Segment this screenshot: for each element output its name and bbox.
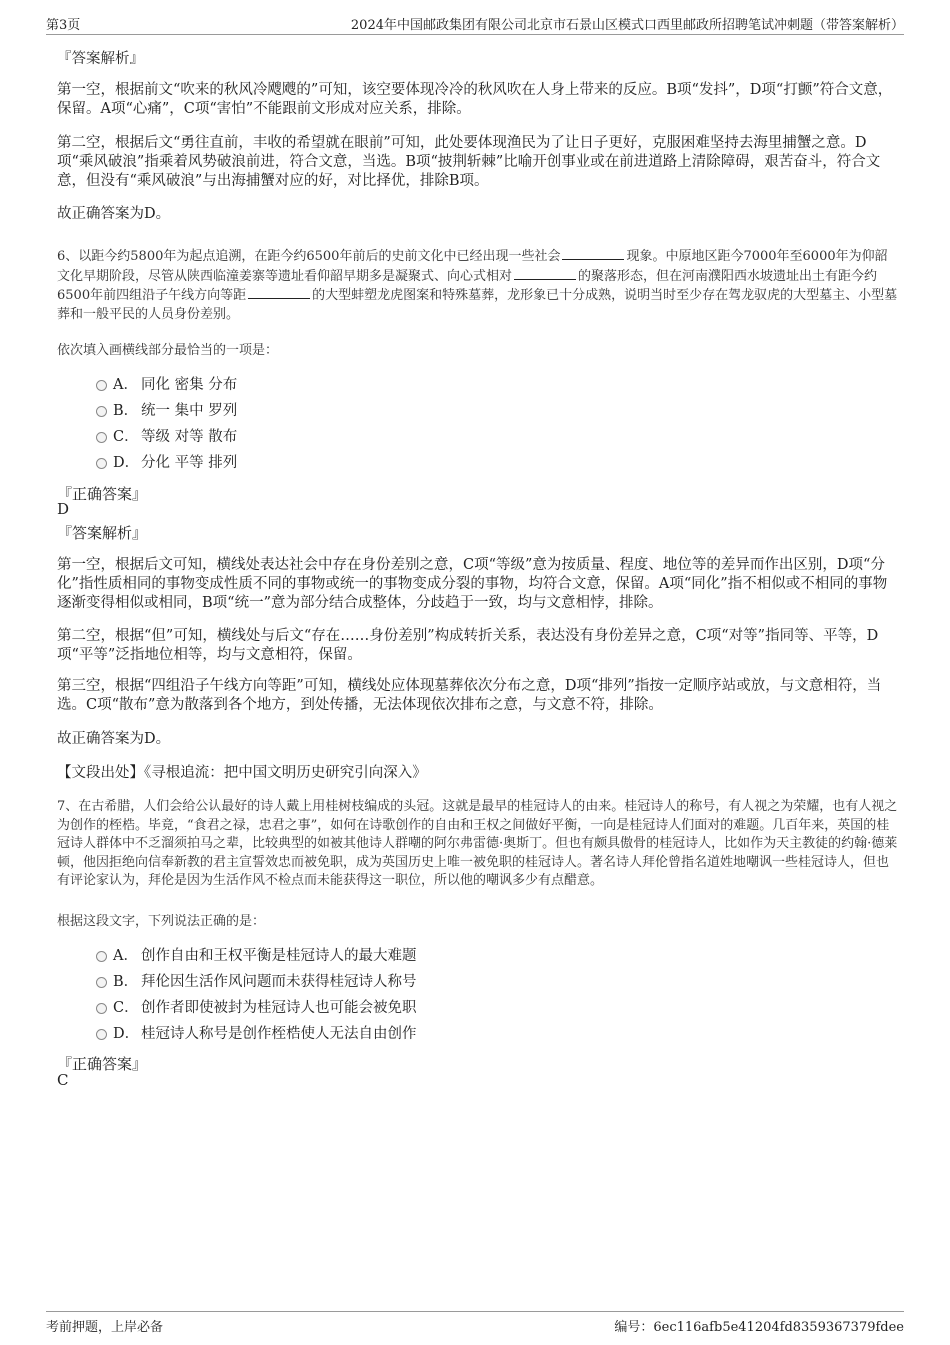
- option-d[interactable]: D． 桂冠诗人称号是创作桎梏使人无法自由创作: [96, 1024, 417, 1044]
- radio-icon[interactable]: [96, 977, 107, 988]
- option-a[interactable]: A． 同化 密集 分布: [96, 375, 237, 395]
- analysis-paragraph: 第二空，根据“但”可知，横线处与后文“存在……身份差别”构成转折关系，表达没有身份差异之意，C项“对等”指同等、平等，D项“平等”泛指地位相等，均与文意相符，保留。: [57, 628, 879, 663]
- question-6-text: 6、以距今约5800年为起点追溯，在距今约6500年前后的史前文化中已经出现一些社会 现象。中原地区距今7000年至6000年为仰韶文化早期阶段，尽管从陕西临潼姜寨等遗址看仰韶早期多是凝聚式、向心式相对 的聚落形态，但在河南濮阳西水坡遗址出土有距今约6500年前四组沿子午线方向等距 的大型蚌塑龙虎图案和特殊墓葬，龙形象已十分成熟，说明当时至少存在驾龙驭虎的大型墓主、小型墓葬和一般平民的人员身份差别。: [57, 249, 898, 322]
- correct-answer: C: [57, 1071, 69, 1089]
- page-footer: [46, 1311, 904, 1338]
- conclusion: 故正确答案为D。: [57, 731, 171, 747]
- option-b[interactable]: B． 拜伦因生活作风问题而未获得桂冠诗人称号: [96, 972, 417, 992]
- option-b[interactable]: B． 统一 集中 罗列: [96, 401, 237, 421]
- correct-answer-label: 『正确答案』: [57, 485, 148, 503]
- radio-icon[interactable]: [96, 458, 107, 469]
- analysis-paragraph: 第一空，根据前文“吹来的秋风冷飕飕的”可知，该空要体现冷冷的秋风吹在人身上带来的反应。B项“发抖”，D项“打颤”符合文意，保留。A项“心痛”，C项“害怕”不能跟前文形成对应关系，排除。: [57, 82, 893, 117]
- question-prompt: 根据这段文字，下列说法正确的是：: [57, 914, 266, 929]
- source-citation: 【文段出处】《寻根追流：把中国文明历史研究引向深入》: [57, 765, 427, 781]
- page-header: [46, 14, 904, 35]
- blank-line: [562, 247, 624, 260]
- analysis-paragraph: 第三空，根据“四组沿子午线方向等距”可知，横线处应体现墓葬依次分布之意，D项“排列”指按一定顺序站或放，与文意相符，当选。C项“散布”意为散落到各个地方，到处传播，无法体现依次排布之意，与文意不符，排除。: [57, 678, 882, 713]
- correct-answer: D: [57, 500, 70, 518]
- question-prompt: 依次填入画横线部分最恰当的一项是：: [57, 343, 279, 358]
- radio-icon[interactable]: [96, 432, 107, 443]
- radio-icon[interactable]: [96, 380, 107, 391]
- blank-line: [514, 267, 576, 280]
- analysis-label: 『答案解析』: [57, 524, 148, 542]
- document-id: 编号：6ec116afb5e41204fd8359367379fdee: [614, 1320, 904, 1335]
- document-title: 2024年中国邮政集团有限公司北京市石景山区模式口西里邮政所招聘笔试冲刺题（带答案解析）: [350, 18, 904, 33]
- option-d[interactable]: D． 分化 平等 排列: [96, 453, 237, 473]
- page-number: 第3页: [46, 18, 81, 33]
- option-a[interactable]: A． 创作自由和王权平衡是桂冠诗人的最大难题: [96, 946, 417, 966]
- analysis-paragraph: 第一空，根据后文可知，横线处表达社会中存在身份差别之意，C项“等级”意为按质量、程度、地位等的差异而作出区别，D项“分化”指性质相同的事物变成性质不同的事物或统一的事物变成分裂的事物，均符合文意，保留。A项“同化”指不相似或不相同的事物逐渐变得相似或相同，B项“统一”意为部分结合成整体，分歧趋于一致，均与文意相悖，排除。: [57, 557, 888, 611]
- question-7-text: 7、在古希腊，人们会给公认最好的诗人戴上用桂树枝编成的头冠。这就是最早的桂冠诗人的由来。桂冠诗人的称号，有人视之为荣耀，也有人视之为创作的桎梏。毕竟，“食君之禄，忠君之事”，如何在诗歌创作的自由和王权之间做好平衡，一向是桂冠诗人们面对的难题。几百年来，英国的桂冠诗人群体中不乏溜须拍马之辈，比较典型的如被其他诗人群嘲的阿尔弗雷德·奥斯丁。但也有颇具傲骨的桂冠诗人，比如作为天主教徒的约翰·德莱顿，他因拒绝向信奉新教的君主宣誓效忠而被免职，成为英国历史上唯一被免职的桂冠诗人。著名诗人拜伦曾指名道姓地嘲讽一些桂冠诗人，但也有评论家认为，拜伦是因为生活作风不检点而未能获得这一职位，所以他的嘲讽多少有点醋意。: [57, 799, 898, 888]
- radio-icon[interactable]: [96, 1003, 107, 1014]
- footer-slogan: 考前押题，上岸必备: [46, 1320, 164, 1335]
- analysis-paragraph: 第二空，根据后文“勇往直前，丰收的希望就在眼前”可知，此处要体现渔民为了让日子更好，克服困难坚持去海里捕蟹之意。D项“乘风破浪”指乘着风势破浪前进，符合文意，当选。B项“披荆斩棘”比喻开创事业或在前进道路上清除障碍，艰苦奋斗，符合文意，但没有“乘风破浪”与出海捕蟹对应的好，对比择优，排除B项。: [57, 135, 881, 189]
- blank-line: [248, 286, 310, 299]
- analysis-label: 『答案解析』: [57, 51, 144, 67]
- option-c[interactable]: C． 创作者即使被封为桂冠诗人也可能会被免职: [96, 998, 417, 1018]
- correct-answer-label: 『正确答案』: [57, 1055, 148, 1073]
- option-c[interactable]: C． 等级 对等 散布: [96, 427, 237, 447]
- radio-icon[interactable]: [96, 1029, 107, 1040]
- radio-icon[interactable]: [96, 406, 107, 417]
- conclusion: 故正确答案为D。: [57, 206, 171, 222]
- radio-icon[interactable]: [96, 951, 107, 962]
